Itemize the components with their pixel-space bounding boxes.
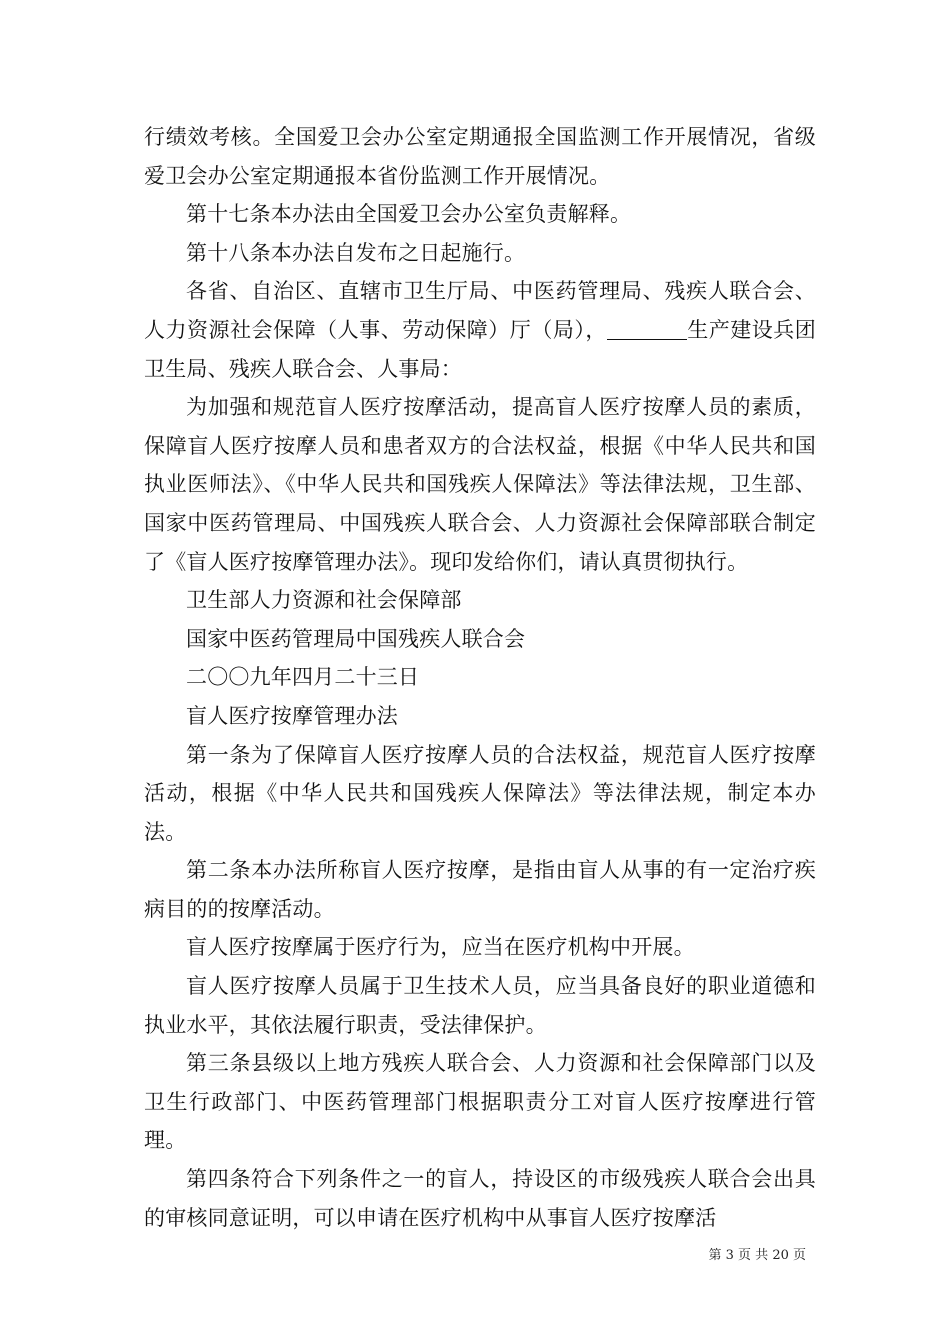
notice-text-before-blank: 各省、自治区、直辖市卫生厅局、中医药管理局、残疾人联合会、人力资源社会保障（人事、劳动保障）厅（局），	[144, 279, 816, 342]
fill-in-blank	[607, 317, 687, 340]
paragraph: 第三条县级以上地方残疾人联合会、人力资源和社会保障部门以及卫生行政部门、中医药管理部门根据职责分工对盲人医疗按摩进行管理。	[144, 1051, 816, 1153]
paragraph: 第四条符合下列条件之一的盲人，持设区的市级残疾人联合会出具的审核同意证明，可以申请在医疗机构中从事盲人医疗按摩活	[144, 1167, 816, 1230]
paragraph: 第二条本办法所称盲人医疗按摩，是指由盲人从事的有一定治疗疾病目的的按摩活动。	[144, 858, 816, 921]
notice-text-after-blank: 生产建设兵团卫生局、残疾人联合会、人事局：	[144, 317, 816, 381]
paragraph-group-1	[144, 118, 816, 272]
document-body	[144, 118, 816, 1237]
paragraph: 第十七条本办法由全国爱卫会办公室负责解释。	[186, 202, 632, 227]
paragraph: 盲人医疗按摩管理办法	[186, 703, 398, 728]
page-number-footer: 第 3 页 共 20 页	[708, 1248, 806, 1263]
paragraph: 盲人医疗按摩属于医疗行为，应当在医疗机构中开展。	[186, 935, 695, 960]
paragraph: 卫生部人力资源和社会保障部	[186, 588, 462, 613]
paragraph: 行绩效考核。全国爱卫会办公室定期通报全国监测工作开展情况，省级爱卫会办公室定期通报本省份监测工作开展情况。	[144, 125, 816, 188]
paragraph: 第十八条本办法自发布之日起施行。	[186, 240, 526, 265]
paragraph: 盲人医疗按摩人员属于卫生技术人员，应当具备良好的职业道德和执业水平，其依法履行职责，受法律保护。	[144, 974, 816, 1037]
paragraph: 国家中医药管理局中国残疾人联合会	[186, 626, 526, 651]
paragraph: 为加强和规范盲人医疗按摩活动，提高盲人医疗按摩人员的素质，保障盲人医疗按摩人员和患者双方的合法权益，根据《中华人民共和国执业医师法》、《中华人民共和国残疾人保障法》等法律法规，卫生部、国家中医药管理局、中国残疾人联合会、人力资源社会保障部联合制定了《盲人医疗按摩管理办法》。现印发给你们，请认真贯彻执行。	[144, 395, 816, 574]
paragraph: 第一条为了保障盲人医疗按摩人员的合法权益，规范盲人医疗按摩活动，根据《中华人民共和国残疾人保障法》等法律法规，制定本办法。	[144, 742, 816, 844]
notice-paragraph	[144, 272, 816, 388]
paragraph: 二〇〇九年四月二十三日	[186, 665, 420, 690]
paragraph-group-2	[144, 388, 816, 1237]
